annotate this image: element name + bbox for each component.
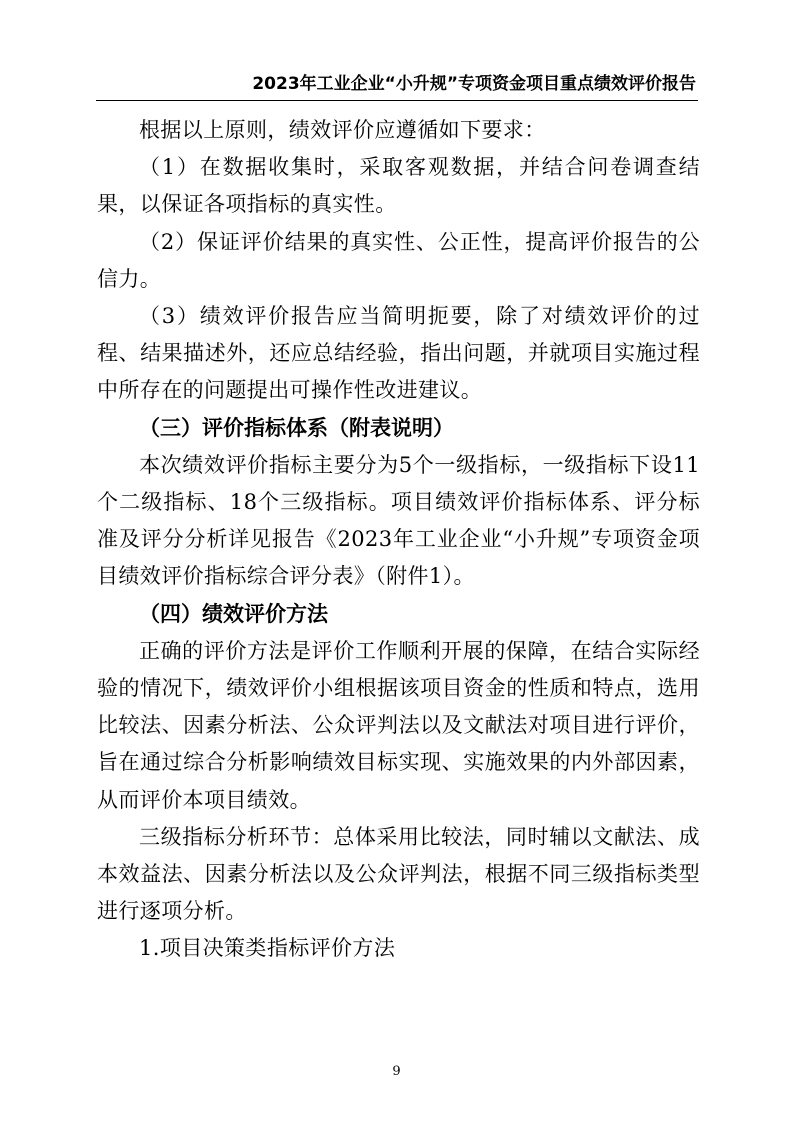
document-body bbox=[97, 112, 700, 968]
paragraph-evaluation-methods: 正确的评价方法是评价工作顺利开展的保障，在结合实际经验的情况下，绩效评价小组根据该项目资金的性质和特点，选用比较法、因素分析法、公众评判法以及文献法对项目进行评价，旨在通过综合分析影响绩效目标实现、实施效果的内外部因素，从而评价本项目绩效。 bbox=[97, 638, 700, 812]
section-heading-indicator-system: （三）评价指标体系（附表说明） bbox=[139, 415, 454, 440]
paragraph-indicator-system: 本次绩效评价指标主要分为5个一级指标，一级指标下设11个二级指标、18个三级指标。项目绩效评价指标体系、评分标准及评分分析详见报告《2023年工业企业“小升规”专项资金项目绩效评价指标综合评分表》（附件1）。 bbox=[97, 452, 700, 589]
paragraph-requirement-1: （1）在数据收集时，采取客观数据，并结合问卷调查结果，以保证各项指标的真实性。 bbox=[97, 155, 700, 217]
section-heading-evaluation-methods: （四）绩效评价方法 bbox=[139, 601, 328, 626]
page-number: 9 bbox=[392, 1064, 401, 1079]
paragraph-tertiary-analysis: 三级指标分析环节：总体采用比较法，同时辅以文献法、成本效益法、因素分析法以及公众评判法，根据不同三级指标类型进行逐项分析。 bbox=[97, 824, 700, 924]
subheading-decision-indicators: 1.项目决策类指标评价方法 bbox=[139, 936, 396, 961]
paragraph-requirement-3: （3）绩效评价报告应当简明扼要，除了对绩效评价的过程、结果描述外，还应总结经验，指出问题，并就项目实施过程中所存在的问题提出可操作性改进建议。 bbox=[97, 304, 700, 403]
header-rule bbox=[96, 100, 698, 101]
paragraph-principles-intro: 根据以上原则，绩效评价应遵循如下要求： bbox=[139, 118, 546, 142]
paragraph-requirement-2: （2）保证评价结果的真实性、公正性，提高评价报告的公信力。 bbox=[97, 229, 700, 291]
running-header: 2023年工业企业“小升规”专项资金项目重点绩效评价报告 bbox=[252, 74, 696, 94]
